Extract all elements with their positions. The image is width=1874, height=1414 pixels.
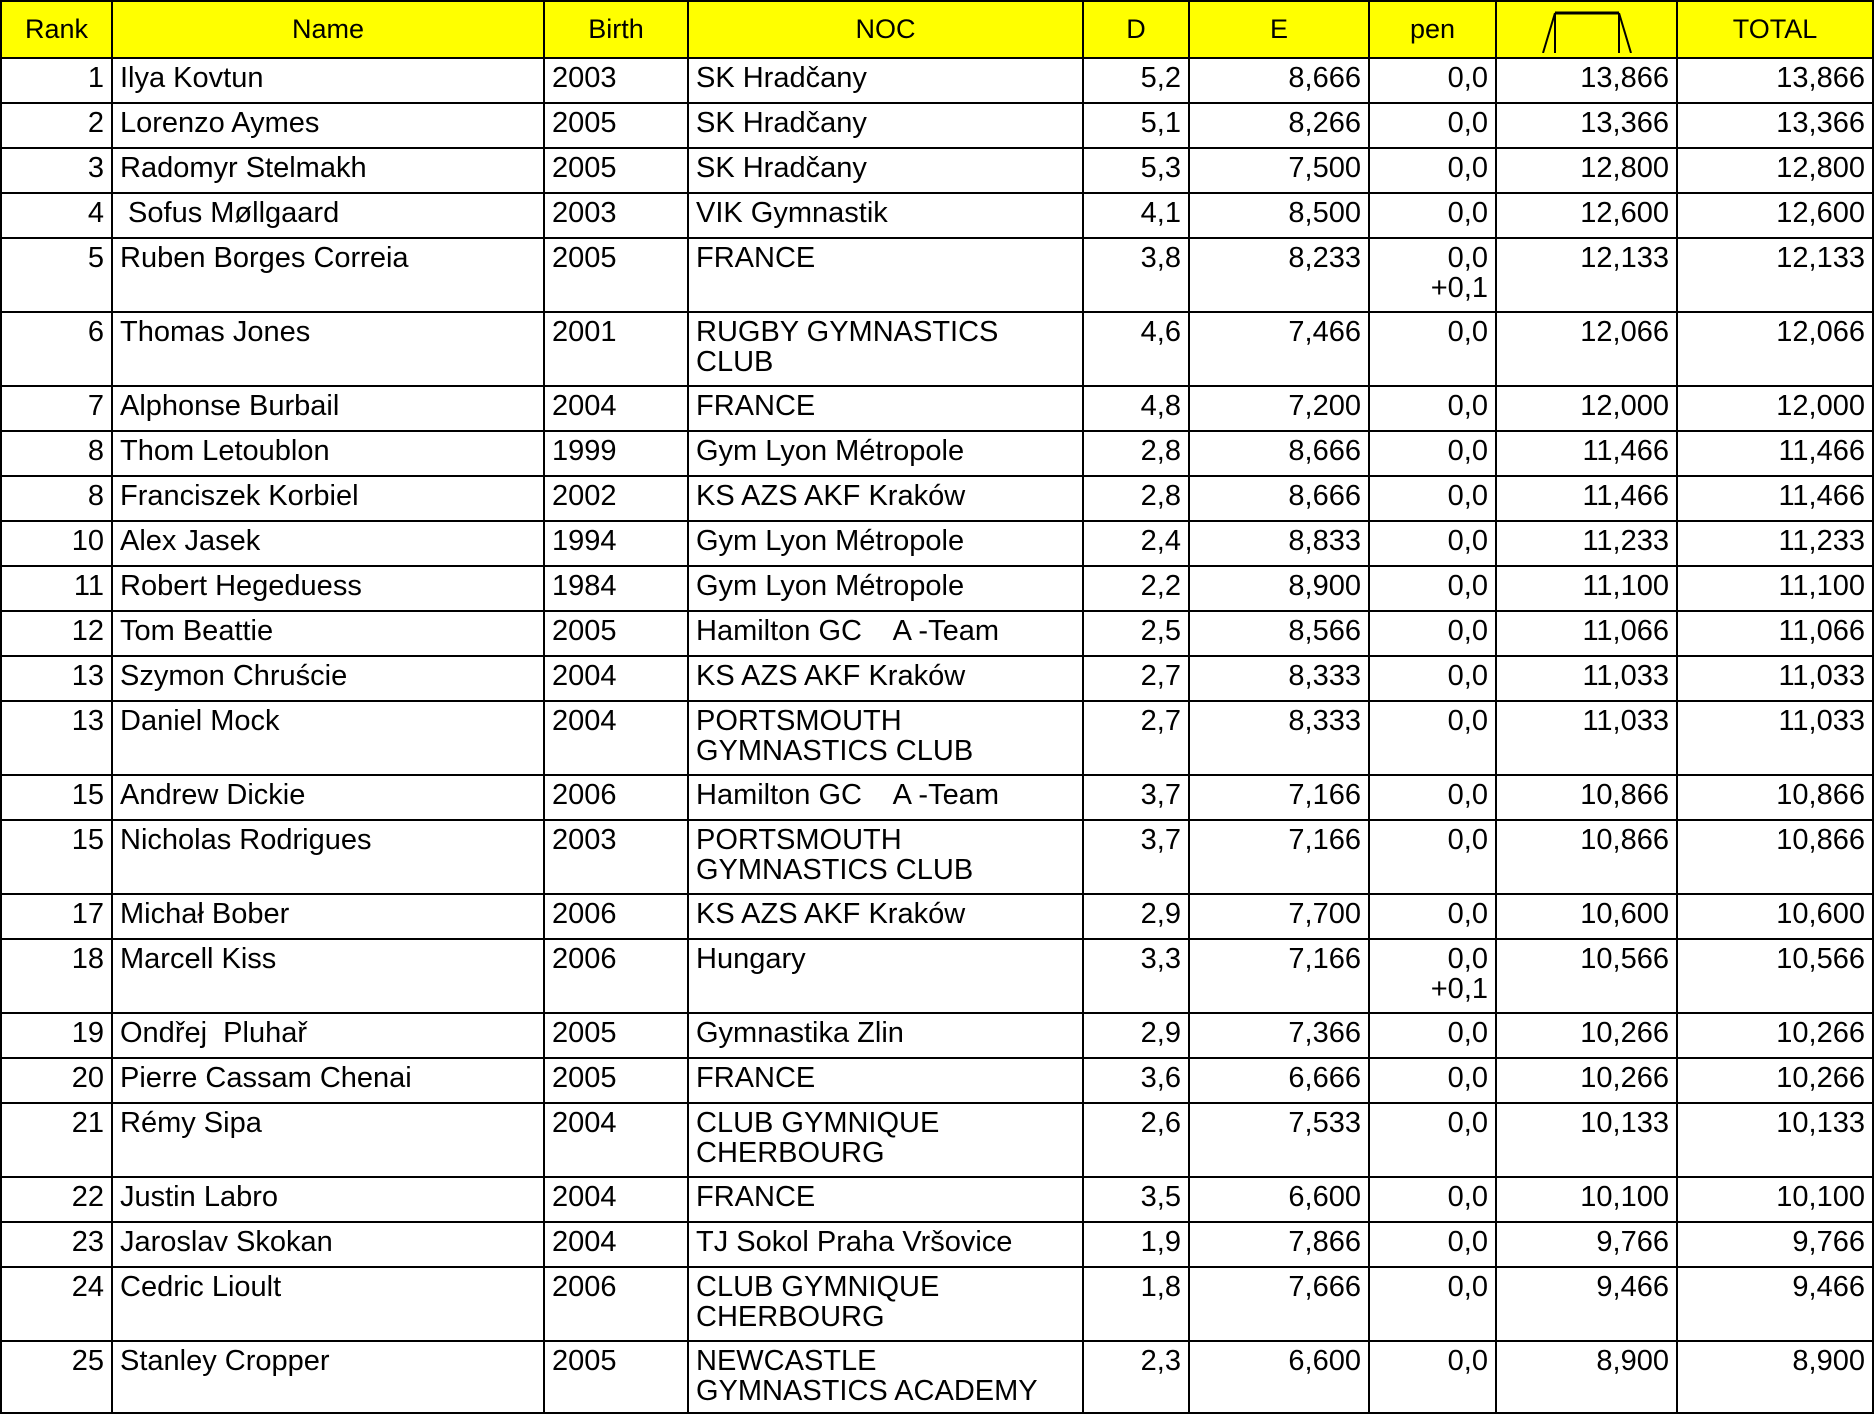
header-apparatus[interactable] [1496, 1, 1677, 58]
cell-e: 8,233 [1189, 238, 1369, 312]
cell-rank: 18 [1, 939, 112, 1013]
cell-pen [1369, 103, 1496, 148]
cell-score: 10,266 [1496, 1013, 1677, 1058]
cell-name: Nicholas Rodrigues [112, 820, 544, 894]
cell-pen [1369, 566, 1496, 611]
cell-name: Sofus Møllgaard [112, 193, 544, 238]
cell-name: Alphonse Burbail [112, 386, 544, 431]
cell-birth: 2005 [544, 611, 688, 656]
penalty-value: 0,0 [1447, 152, 1488, 184]
cell-score: 12,600 [1496, 193, 1677, 238]
cell-name: Stanley Cropper [112, 1341, 544, 1413]
cell-total: 10,100 [1677, 1177, 1873, 1222]
cell-name: Marcell Kiss [112, 939, 544, 1013]
cell-d: 2,2 [1083, 566, 1189, 611]
cell-name: Jaroslav Skokan [112, 1222, 544, 1267]
cell-e: 7,466 [1189, 312, 1369, 386]
cell-d: 3,7 [1083, 775, 1189, 820]
cell-d: 3,8 [1083, 238, 1189, 312]
table-body [1, 58, 1873, 1413]
cell-noc: Gym Lyon Métropole [688, 431, 1083, 476]
cell-score: 13,866 [1496, 58, 1677, 103]
cell-birth: 2005 [544, 1341, 688, 1413]
penalty-value: 0,0 [1447, 615, 1488, 647]
penalty-extra-value: +0,1 [1430, 973, 1488, 1005]
cell-rank: 8 [1, 476, 112, 521]
table-row[interactable] [1, 1341, 1873, 1413]
header-rank[interactable]: Rank [1, 1, 112, 58]
cell-e: 8,666 [1189, 431, 1369, 476]
cell-noc: Hamilton GC A -Team [688, 775, 1083, 820]
cell-e: 8,566 [1189, 611, 1369, 656]
cell-e: 6,666 [1189, 1058, 1369, 1103]
cell-e: 7,700 [1189, 894, 1369, 939]
cell-pen [1369, 1222, 1496, 1267]
cell-total: 9,466 [1677, 1267, 1873, 1341]
cell-pen [1369, 193, 1496, 238]
cell-noc: KS AZS AKF Kraków [688, 656, 1083, 701]
cell-rank: 23 [1, 1222, 112, 1267]
cell-e: 6,600 [1189, 1341, 1369, 1413]
cell-birth: 2004 [544, 656, 688, 701]
penalty-value: 0,0 [1447, 705, 1488, 737]
cell-total: 12,066 [1677, 312, 1873, 386]
cell-birth: 1994 [544, 521, 688, 566]
cell-total: 12,133 [1677, 238, 1873, 312]
cell-name: Thom Letoublon [112, 431, 544, 476]
cell-score: 9,766 [1496, 1222, 1677, 1267]
header-name[interactable]: Name [112, 1, 544, 58]
cell-name: Cedric Lioult [112, 1267, 544, 1341]
cell-e: 7,200 [1189, 386, 1369, 431]
cell-score: 12,800 [1496, 148, 1677, 193]
cell-score: 10,866 [1496, 820, 1677, 894]
cell-pen [1369, 58, 1496, 103]
cell-pen [1369, 939, 1496, 1013]
cell-score: 10,600 [1496, 894, 1677, 939]
penalty-value: 0,0 [1447, 316, 1488, 348]
cell-pen [1369, 1341, 1496, 1413]
cell-pen [1369, 701, 1496, 775]
cell-score: 11,033 [1496, 701, 1677, 775]
cell-e: 8,900 [1189, 566, 1369, 611]
cell-total: 10,866 [1677, 775, 1873, 820]
cell-rank: 21 [1, 1103, 112, 1177]
cell-d: 2,8 [1083, 431, 1189, 476]
cell-total: 13,866 [1677, 58, 1873, 103]
penalty-value: 0,0 [1447, 390, 1488, 422]
cell-birth: 2005 [544, 148, 688, 193]
table-row[interactable] [1, 386, 1873, 431]
cell-pen [1369, 312, 1496, 386]
cell-pen [1369, 476, 1496, 521]
cell-total: 11,466 [1677, 476, 1873, 521]
cell-e: 7,500 [1189, 148, 1369, 193]
cell-pen [1369, 521, 1496, 566]
cell-e: 7,166 [1189, 775, 1369, 820]
cell-noc: FRANCE [688, 238, 1083, 312]
cell-birth: 2006 [544, 939, 688, 1013]
cell-noc: Gym Lyon Métropole [688, 521, 1083, 566]
cell-birth: 2003 [544, 58, 688, 103]
cell-rank: 4 [1, 193, 112, 238]
cell-name: Thomas Jones [112, 312, 544, 386]
cell-d: 2,4 [1083, 521, 1189, 566]
cell-noc: Hamilton GC A -Team [688, 611, 1083, 656]
cell-e: 7,666 [1189, 1267, 1369, 1341]
penalty-value: 0,0 [1447, 660, 1488, 692]
penalty-value: 0,0 [1447, 242, 1488, 274]
cell-rank: 15 [1, 775, 112, 820]
cell-d: 2,6 [1083, 1103, 1189, 1177]
penalty-value: 0,0 [1447, 824, 1488, 856]
cell-e: 8,833 [1189, 521, 1369, 566]
cell-rank: 13 [1, 656, 112, 701]
cell-total: 10,600 [1677, 894, 1873, 939]
cell-score: 10,566 [1496, 939, 1677, 1013]
cell-e: 7,533 [1189, 1103, 1369, 1177]
cell-birth: 2005 [544, 1013, 688, 1058]
penalty-value: 0,0 [1447, 570, 1488, 602]
cell-score: 11,233 [1496, 521, 1677, 566]
table-row[interactable] [1, 656, 1873, 701]
cell-d: 3,5 [1083, 1177, 1189, 1222]
cell-rank: 15 [1, 820, 112, 894]
high-bar-icon [1535, 7, 1639, 53]
cell-rank: 8 [1, 431, 112, 476]
cell-rank: 13 [1, 701, 112, 775]
penalty-value: 0,0 [1447, 480, 1488, 512]
penalty-value: 0,0 [1447, 1181, 1488, 1213]
cell-total: 12,600 [1677, 193, 1873, 238]
cell-d: 4,8 [1083, 386, 1189, 431]
cell-total: 10,133 [1677, 1103, 1873, 1177]
cell-score: 13,366 [1496, 103, 1677, 148]
table-header [1, 1, 1873, 58]
cell-noc: FRANCE [688, 1177, 1083, 1222]
cell-name: Justin Labro [112, 1177, 544, 1222]
header-total[interactable]: TOTAL [1677, 1, 1873, 58]
cell-e: 8,666 [1189, 476, 1369, 521]
cell-pen [1369, 1103, 1496, 1177]
cell-birth: 2004 [544, 1222, 688, 1267]
cell-noc: PORTSMOUTH GYMNASTICS CLUB [688, 820, 1083, 894]
cell-rank: 5 [1, 238, 112, 312]
cell-d: 3,7 [1083, 820, 1189, 894]
cell-rank: 24 [1, 1267, 112, 1341]
cell-score: 12,133 [1496, 238, 1677, 312]
cell-birth: 1984 [544, 566, 688, 611]
header-d[interactable]: D [1083, 1, 1189, 58]
cell-rank: 17 [1, 894, 112, 939]
cell-noc: SK Hradčany [688, 58, 1083, 103]
cell-name: Tom Beattie [112, 611, 544, 656]
cell-birth: 2004 [544, 386, 688, 431]
table-row[interactable] [1, 58, 1873, 103]
penalty-value: 0,0 [1447, 197, 1488, 229]
cell-e: 8,333 [1189, 701, 1369, 775]
cell-d: 5,3 [1083, 148, 1189, 193]
cell-name: Robert Hegeduess [112, 566, 544, 611]
cell-birth: 2006 [544, 1267, 688, 1341]
cell-birth: 2005 [544, 1058, 688, 1103]
penalty-value: 0,0 [1447, 898, 1488, 930]
cell-noc: RUGBY GYMNASTICS CLUB [688, 312, 1083, 386]
cell-score: 10,266 [1496, 1058, 1677, 1103]
cell-d: 2,5 [1083, 611, 1189, 656]
cell-rank: 6 [1, 312, 112, 386]
cell-d: 4,6 [1083, 312, 1189, 386]
cell-noc: CLUB GYMNIQUE CHERBOURG [688, 1103, 1083, 1177]
table-row[interactable] [1, 431, 1873, 476]
cell-e: 6,600 [1189, 1177, 1369, 1222]
cell-birth: 1999 [544, 431, 688, 476]
cell-rank: 25 [1, 1341, 112, 1413]
cell-noc: TJ Sokol Praha Vršovice [688, 1222, 1083, 1267]
cell-rank: 1 [1, 58, 112, 103]
cell-e: 8,266 [1189, 103, 1369, 148]
cell-d: 4,1 [1083, 193, 1189, 238]
penalty-value: 0,0 [1447, 435, 1488, 467]
cell-e: 7,866 [1189, 1222, 1369, 1267]
cell-score: 11,100 [1496, 566, 1677, 611]
cell-total: 11,233 [1677, 521, 1873, 566]
cell-total: 10,266 [1677, 1013, 1873, 1058]
cell-score: 9,466 [1496, 1267, 1677, 1341]
penalty-value: 0,0 [1447, 1017, 1488, 1049]
cell-e: 7,166 [1189, 820, 1369, 894]
header-pen[interactable]: pen [1369, 1, 1496, 58]
table-row[interactable] [1, 701, 1873, 775]
cell-total: 8,900 [1677, 1341, 1873, 1413]
table-row[interactable] [1, 238, 1873, 312]
cell-e: 7,166 [1189, 939, 1369, 1013]
cell-birth: 2005 [544, 238, 688, 312]
penalty-value: 0,0 [1447, 525, 1488, 557]
cell-noc: FRANCE [688, 1058, 1083, 1103]
cell-birth: 2005 [544, 103, 688, 148]
cell-total: 9,766 [1677, 1222, 1873, 1267]
cell-d: 3,3 [1083, 939, 1189, 1013]
cell-birth: 2004 [544, 701, 688, 775]
penalty-value: 0,0 [1447, 1271, 1488, 1303]
cell-rank: 7 [1, 386, 112, 431]
penalty-value: 0,0 [1447, 62, 1488, 94]
cell-name: Pierre Cassam Chenai [112, 1058, 544, 1103]
cell-pen [1369, 148, 1496, 193]
cell-noc: PORTSMOUTH GYMNASTICS CLUB [688, 701, 1083, 775]
header-birth[interactable]: Birth [544, 1, 688, 58]
cell-name: Ilya Kovtun [112, 58, 544, 103]
cell-total: 12,800 [1677, 148, 1873, 193]
cell-d: 2,9 [1083, 1013, 1189, 1058]
cell-name: Radomyr Stelmakh [112, 148, 544, 193]
cell-d: 2,3 [1083, 1341, 1189, 1413]
cell-rank: 3 [1, 148, 112, 193]
penalty-value: 0,0 [1447, 1107, 1488, 1139]
cell-d: 1,8 [1083, 1267, 1189, 1341]
cell-score: 11,466 [1496, 431, 1677, 476]
cell-total: 10,566 [1677, 939, 1873, 1013]
cell-pen [1369, 820, 1496, 894]
cell-noc: NEWCASTLE GYMNASTICS ACADEMY [688, 1341, 1083, 1413]
cell-name: Franciszek Korbiel [112, 476, 544, 521]
cell-rank: 10 [1, 521, 112, 566]
table-row[interactable] [1, 566, 1873, 611]
cell-name: Ondřej Pluhař [112, 1013, 544, 1058]
table-row[interactable] [1, 103, 1873, 148]
cell-total: 12,000 [1677, 386, 1873, 431]
cell-e: 8,500 [1189, 193, 1369, 238]
cell-pen [1369, 1058, 1496, 1103]
cell-d: 2,7 [1083, 701, 1189, 775]
table-row[interactable] [1, 1058, 1873, 1103]
cell-pen [1369, 386, 1496, 431]
cell-name: Ruben Borges Correia [112, 238, 544, 312]
cell-e: 8,666 [1189, 58, 1369, 103]
penalty-value: 0,0 [1447, 1345, 1488, 1377]
cell-score: 10,866 [1496, 775, 1677, 820]
penalty-value: 0,0 [1447, 1062, 1488, 1094]
cell-pen [1369, 656, 1496, 701]
header-e[interactable]: E [1189, 1, 1369, 58]
cell-noc: SK Hradčany [688, 148, 1083, 193]
cell-d: 3,6 [1083, 1058, 1189, 1103]
table-row[interactable] [1, 1103, 1873, 1177]
cell-score: 11,033 [1496, 656, 1677, 701]
cell-noc: Gymnastika Zlin [688, 1013, 1083, 1058]
cell-name: Alex Jasek [112, 521, 544, 566]
cell-name: Rémy Sipa [112, 1103, 544, 1177]
cell-total: 11,033 [1677, 656, 1873, 701]
cell-birth: 2004 [544, 1177, 688, 1222]
table-row[interactable] [1, 939, 1873, 1013]
cell-pen [1369, 1177, 1496, 1222]
cell-noc: Gym Lyon Métropole [688, 566, 1083, 611]
cell-rank: 20 [1, 1058, 112, 1103]
header-noc[interactable]: NOC [688, 1, 1083, 58]
cell-pen [1369, 1267, 1496, 1341]
cell-pen [1369, 238, 1496, 312]
cell-birth: 2003 [544, 820, 688, 894]
table-row[interactable] [1, 312, 1873, 386]
cell-pen [1369, 431, 1496, 476]
cell-noc: FRANCE [688, 386, 1083, 431]
cell-pen [1369, 894, 1496, 939]
table-row[interactable] [1, 894, 1873, 939]
table-row[interactable] [1, 1177, 1873, 1222]
cell-birth: 2002 [544, 476, 688, 521]
cell-d: 5,2 [1083, 58, 1189, 103]
cell-birth: 2006 [544, 894, 688, 939]
cell-pen [1369, 611, 1496, 656]
cell-noc: SK Hradčany [688, 103, 1083, 148]
cell-name: Michał Bober [112, 894, 544, 939]
table-row[interactable] [1, 476, 1873, 521]
table-row[interactable] [1, 611, 1873, 656]
cell-d: 5,1 [1083, 103, 1189, 148]
cell-score: 8,900 [1496, 1341, 1677, 1413]
cell-total: 11,066 [1677, 611, 1873, 656]
table-row[interactable] [1, 1267, 1873, 1341]
cell-d: 2,7 [1083, 656, 1189, 701]
table-row[interactable] [1, 521, 1873, 566]
cell-noc: CLUB GYMNIQUE CHERBOURG [688, 1267, 1083, 1341]
cell-total: 10,266 [1677, 1058, 1873, 1103]
cell-rank: 2 [1, 103, 112, 148]
cell-rank: 12 [1, 611, 112, 656]
cell-e: 8,333 [1189, 656, 1369, 701]
cell-birth: 2006 [544, 775, 688, 820]
cell-rank: 19 [1, 1013, 112, 1058]
table-row[interactable] [1, 1013, 1873, 1058]
cell-name: Lorenzo Aymes [112, 103, 544, 148]
cell-noc: KS AZS AKF Kraków [688, 476, 1083, 521]
cell-rank: 22 [1, 1177, 112, 1222]
penalty-value: 0,0 [1447, 107, 1488, 139]
table-row[interactable] [1, 1222, 1873, 1267]
cell-total: 10,866 [1677, 820, 1873, 894]
cell-total: 13,366 [1677, 103, 1873, 148]
penalty-value: 0,0 [1447, 1226, 1488, 1258]
cell-noc: KS AZS AKF Kraków [688, 894, 1083, 939]
cell-total: 11,100 [1677, 566, 1873, 611]
cell-d: 2,9 [1083, 894, 1189, 939]
cell-total: 11,466 [1677, 431, 1873, 476]
cell-name: Szymon Chruście [112, 656, 544, 701]
cell-pen [1369, 775, 1496, 820]
cell-d: 1,9 [1083, 1222, 1189, 1267]
cell-birth: 2001 [544, 312, 688, 386]
header-row [1, 1, 1873, 58]
penalty-value: 0,0 [1447, 943, 1488, 975]
cell-score: 12,000 [1496, 386, 1677, 431]
cell-score: 11,466 [1496, 476, 1677, 521]
table-row[interactable] [1, 193, 1873, 238]
penalty-value: 0,0 [1447, 779, 1488, 811]
cell-score: 10,133 [1496, 1103, 1677, 1177]
cell-total: 11,033 [1677, 701, 1873, 775]
cell-e: 7,366 [1189, 1013, 1369, 1058]
cell-birth: 2003 [544, 193, 688, 238]
cell-score: 12,066 [1496, 312, 1677, 386]
table-row[interactable] [1, 148, 1873, 193]
table-row[interactable] [1, 775, 1873, 820]
cell-name: Daniel Mock [112, 701, 544, 775]
cell-name: Andrew Dickie [112, 775, 544, 820]
cell-noc: VIK Gymnastik [688, 193, 1083, 238]
cell-rank: 11 [1, 566, 112, 611]
cell-d: 2,8 [1083, 476, 1189, 521]
cell-score: 11,066 [1496, 611, 1677, 656]
table-row[interactable] [1, 820, 1873, 894]
cell-pen [1369, 1013, 1496, 1058]
cell-score: 10,100 [1496, 1177, 1677, 1222]
penalty-extra-value: +0,1 [1430, 272, 1488, 304]
cell-birth: 2004 [544, 1103, 688, 1177]
cell-noc: Hungary [688, 939, 1083, 1013]
